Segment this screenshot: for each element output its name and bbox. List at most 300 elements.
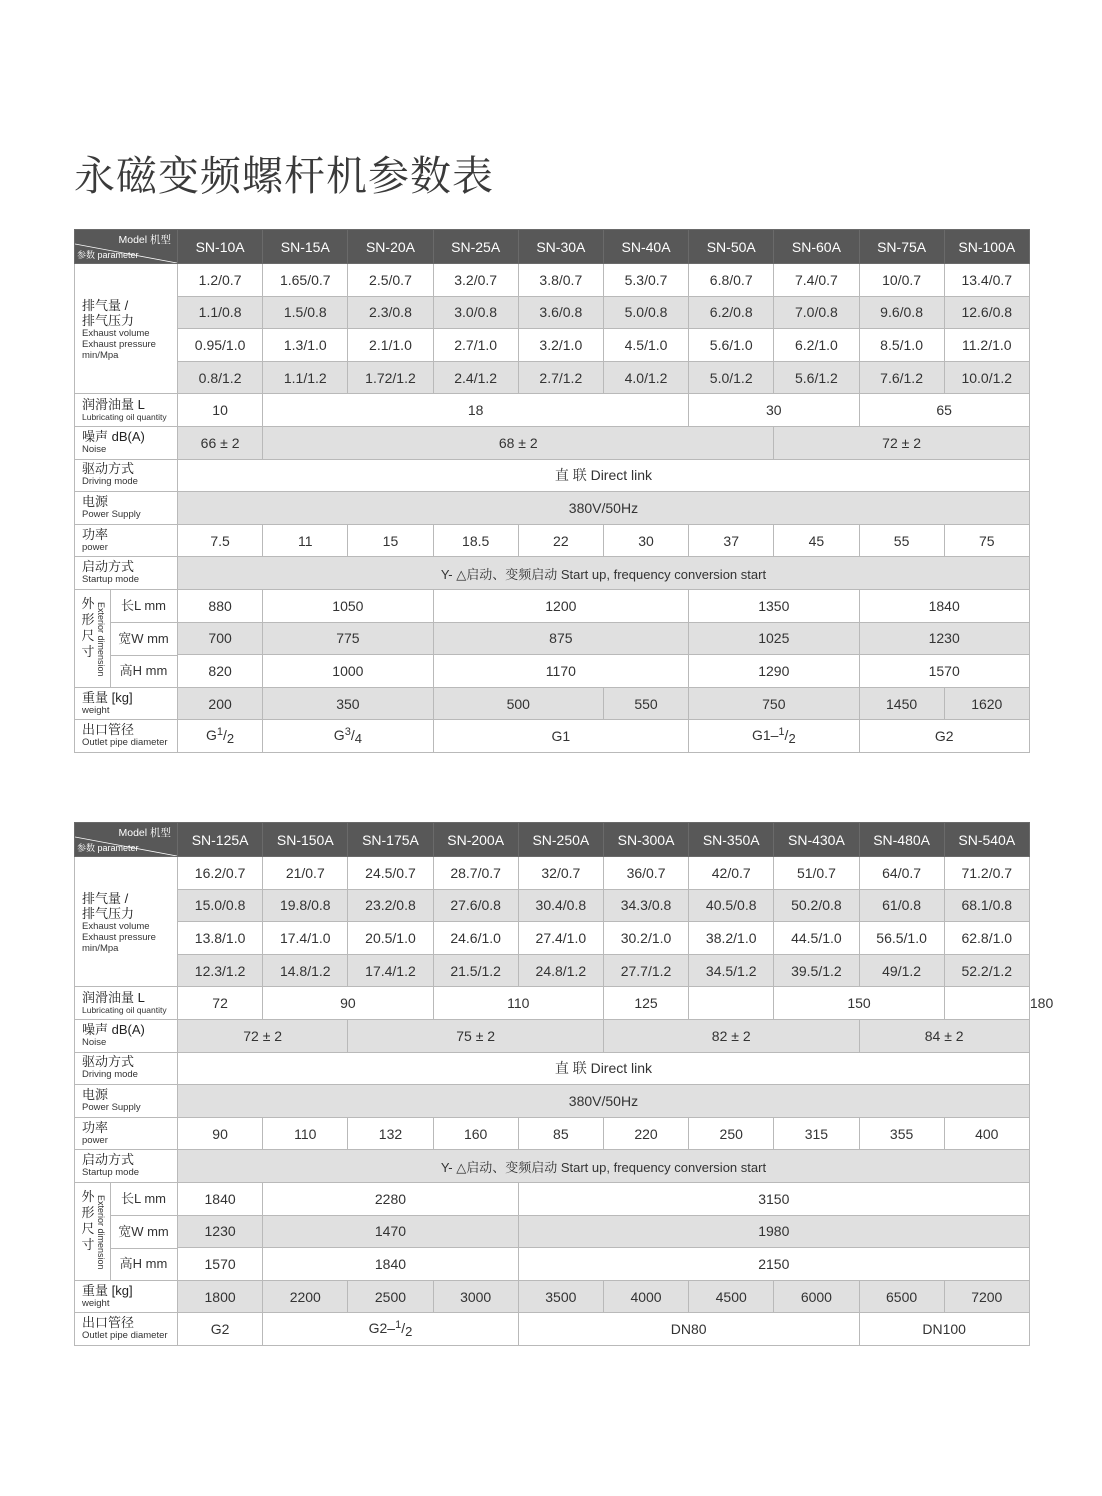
- outlet-cell: $G^3/4$: [263, 720, 433, 753]
- width-cell: 1025: [689, 622, 859, 655]
- exhaust-row: [75, 889, 1030, 922]
- exhaust-cell: 5.6/1.2: [774, 361, 859, 394]
- weight-cell: 750: [689, 687, 859, 720]
- exhaust-cell: 30.2/1.0: [603, 922, 688, 955]
- exhaust-cell: 49/1.2: [859, 954, 944, 987]
- outlet-frac-num: 3: [344, 726, 351, 739]
- exhaust-cell: 2.4/1.2: [433, 361, 518, 394]
- drive-row: [75, 459, 1030, 492]
- length-cell: 1840: [859, 589, 1029, 622]
- length-cell: 1350: [689, 589, 859, 622]
- oil-label: [75, 987, 178, 1020]
- exhaust-cell: 7.6/1.2: [859, 361, 944, 394]
- weight-cell: 6500: [859, 1280, 944, 1313]
- startup-label: [75, 557, 178, 590]
- spec-table-1: [74, 229, 1030, 753]
- width-cell: 1980: [518, 1215, 1029, 1248]
- startup-row: [75, 1150, 1030, 1183]
- exhaust-cell: 1.5/0.8: [263, 296, 348, 329]
- exhaust-cell: 34.5/1.2: [689, 954, 774, 987]
- power-cell: 315: [774, 1117, 859, 1150]
- exhaust-cell: 1.1/1.2: [263, 361, 348, 394]
- outlet-base: G2–: [368, 1320, 396, 1337]
- exhaust-cell: 0.95/1.0: [178, 329, 263, 362]
- dim-char: 寸: [81, 1236, 95, 1252]
- width-label: 宽W mm: [110, 622, 177, 656]
- outlet-label-zh: 出口管径: [82, 1315, 135, 1331]
- power-cell: 75: [944, 524, 1029, 557]
- weight-row: [75, 687, 1030, 720]
- exhaust-cell: 24.6/1.0: [433, 922, 518, 955]
- noise-row: [75, 1019, 1030, 1052]
- outlet-row: [75, 1313, 1030, 1346]
- outlet-label: [75, 1313, 178, 1346]
- width-row: [75, 1215, 1030, 1248]
- page-title: 永磁变频螺杆机参数表: [74, 152, 494, 200]
- power-cell: 18.5: [433, 524, 518, 557]
- exhaust-cell: 2.7/1.0: [433, 329, 518, 362]
- dimension-label-zh: [81, 1189, 95, 1253]
- weight-cell: 3000: [433, 1280, 518, 1313]
- exhaust-cell: 51/0.7: [774, 857, 859, 890]
- noise-label-zh: 噪声 dB(A): [82, 428, 145, 444]
- weight-cell: 550: [603, 687, 688, 720]
- width-cell: 1230: [178, 1215, 263, 1248]
- exhaust-cell: 56.5/1.0: [859, 922, 944, 955]
- power-cell: 7.5: [178, 524, 263, 557]
- model-name: SN-40A: [603, 230, 688, 264]
- oil-cell: 18: [263, 394, 689, 427]
- weight-label-en: weight: [82, 704, 110, 716]
- drive-label-en: Driving mode: [82, 1069, 138, 1081]
- length-label: 长L mm: [120, 1190, 167, 1206]
- outlet-label-zh: 出口管径: [82, 722, 135, 738]
- outlet-frac-num: 1: [395, 1319, 402, 1332]
- model-name: SN-60A: [774, 230, 859, 264]
- exhaust-cell: 0.8/1.2: [178, 361, 263, 394]
- exhaust-label-zh1: 排气量 /: [82, 891, 129, 907]
- corner-model-label: Model 机型: [118, 234, 171, 246]
- outlet-frac-den: 2: [788, 731, 796, 747]
- exhaust-cell: 3.2/0.7: [433, 264, 518, 297]
- width-label: 宽W mm: [110, 1215, 177, 1249]
- height-row: [75, 1248, 1030, 1281]
- model-name: SN-150A: [263, 823, 348, 857]
- power-label-zh: 功率: [82, 526, 109, 542]
- oil-cell: [944, 987, 1029, 1020]
- supply-label: [75, 1085, 178, 1118]
- startup-label-en: Startup mode: [82, 1167, 140, 1179]
- exhaust-cell: 5.0/0.8: [603, 296, 688, 329]
- exhaust-cell: 27.7/1.2: [603, 954, 688, 987]
- exhaust-cell: 27.6/0.8: [433, 889, 518, 922]
- exhaust-cell: 20.5/1.0: [348, 922, 433, 955]
- power-cell: 85: [518, 1117, 603, 1150]
- exhaust-cell: 13.8/1.0: [178, 922, 263, 955]
- power-cell: 45: [774, 524, 859, 557]
- exhaust-label-en3: min/Mpa: [82, 943, 119, 955]
- oil-cell: 72: [178, 987, 263, 1020]
- exhaust-row: [75, 922, 1030, 955]
- model-name: SN-200A: [433, 823, 518, 857]
- exhaust-label-zh2: 排气压力: [82, 906, 135, 922]
- length-cell: 1050: [263, 589, 433, 622]
- outlet-cell: DN80: [518, 1313, 859, 1346]
- noise-cell: 72 ± 2: [178, 1019, 348, 1052]
- noise-cell: 75 ± 2: [348, 1019, 604, 1052]
- header-row: [75, 823, 1030, 857]
- exhaust-cell: 15.0/0.8: [178, 889, 263, 922]
- noise-cell: 66 ± 2: [178, 426, 263, 459]
- exhaust-cell: 24.5/0.7: [348, 857, 433, 890]
- drive-label-zh: 驱动方式: [82, 1054, 135, 1070]
- outlet-cell: G1: [433, 720, 689, 753]
- weight-cell: 1620: [944, 687, 1029, 720]
- exhaust-cell: 10.0/1.2: [944, 361, 1029, 394]
- outlet-label-en: Outlet pipe diameter: [82, 1330, 168, 1342]
- height-cell: 1570: [859, 655, 1029, 688]
- exhaust-cell: 1.72/1.2: [348, 361, 433, 394]
- power-cell: 220: [603, 1117, 688, 1150]
- exhaust-cell: 21/0.7: [263, 857, 348, 890]
- oil-label-zh: 润滑油量 L: [82, 989, 145, 1005]
- supply-label-zh: 电源: [82, 494, 109, 510]
- model-name: SN-15A: [263, 230, 348, 264]
- weight-label-en: weight: [82, 1297, 110, 1309]
- height-cell: 1290: [689, 655, 859, 688]
- oil-cell: 150: [774, 987, 944, 1020]
- exhaust-cell: 4.5/1.0: [603, 329, 688, 362]
- weight-cell: 1450: [859, 687, 944, 720]
- outlet-frac-den: 2: [226, 731, 235, 747]
- weight-label: [75, 1280, 178, 1313]
- dimension-label-en: Exterior dimension: [96, 601, 106, 677]
- supply-row: [75, 492, 1030, 525]
- exhaust-cell: 12.6/0.8: [944, 296, 1029, 329]
- oil-cell: 30: [689, 394, 859, 427]
- outlet-cell: $G^1/2$: [178, 720, 263, 753]
- oil-label-en: Lubricating oil quantity: [82, 411, 167, 422]
- exhaust-cell: 21.5/1.2: [433, 954, 518, 987]
- outlet-frac-den: 4: [354, 731, 362, 747]
- supply-label-zh: 电源: [82, 1087, 109, 1103]
- model-name: SN-250A: [518, 823, 603, 857]
- model-name: SN-540A: [944, 823, 1029, 857]
- supply-row: [75, 1085, 1030, 1118]
- weight-cell: 4000: [603, 1280, 688, 1313]
- exhaust-cell: 3.6/0.8: [518, 296, 603, 329]
- model-name: SN-350A: [689, 823, 774, 857]
- exhaust-label-en2: Exhaust pressure: [82, 339, 156, 351]
- exhaust-cell: 9.6/0.8: [859, 296, 944, 329]
- exhaust-cell: 2.5/0.7: [348, 264, 433, 297]
- exhaust-row: [75, 361, 1030, 394]
- exhaust-cell: 1.1/0.8: [178, 296, 263, 329]
- length-cell: 3150: [518, 1182, 1029, 1215]
- model-name: SN-75A: [859, 230, 944, 264]
- model-name: SN-100A: [944, 230, 1029, 264]
- outlet-cell: DN100: [859, 1313, 1029, 1346]
- exhaust-cell: 5.0/1.2: [689, 361, 774, 394]
- length-cell: 1840: [178, 1182, 263, 1215]
- outlet-row: [75, 720, 1030, 753]
- power-cell: 22: [518, 524, 603, 557]
- exhaust-cell: 34.3/0.8: [603, 889, 688, 922]
- startup-cell: Y- △启动、变频启动 Start up, frequency conversion start: [178, 1150, 1030, 1183]
- model-name: SN-480A: [859, 823, 944, 857]
- exhaust-cell: 1.65/0.7: [263, 264, 348, 297]
- exhaust-cell: 44.5/1.0: [774, 922, 859, 955]
- length-cell: 1200: [433, 589, 689, 622]
- exhaust-cell: 23.2/0.8: [348, 889, 433, 922]
- oil-row: 润滑油量 L Lubricating oil quantity 72 90 110 125 150 180: [75, 987, 1030, 1020]
- exhaust-label: [75, 857, 178, 987]
- exhaust-label-zh2: 排气压力: [82, 313, 135, 329]
- outlet-cell: G1–$^1$/2: [689, 720, 859, 753]
- height-cell: 1000: [263, 655, 433, 688]
- oil-cell: 110: [433, 987, 603, 1020]
- outlet-frac-num: 1: [216, 726, 224, 739]
- exhaust-label-en1: Exhaust volume: [82, 328, 150, 340]
- exhaust-cell: 24.8/1.2: [518, 954, 603, 987]
- exhaust-cell: 6.2/0.8: [689, 296, 774, 329]
- power-label-zh: 功率: [82, 1119, 109, 1135]
- startup-cell: Y- △启动、变频启动 Start up, frequency conversion start: [178, 557, 1030, 590]
- power-row: [75, 524, 1030, 557]
- noise-label-zh: 噪声 dB(A): [82, 1021, 145, 1037]
- model-name: SN-25A: [433, 230, 518, 264]
- power-cell: 132: [348, 1117, 433, 1150]
- power-cell: 15: [348, 524, 433, 557]
- exhaust-label-en2: Exhaust pressure: [82, 932, 156, 944]
- height-cell: 1570: [178, 1248, 263, 1281]
- corner-param-label: 参数 parameter: [77, 843, 139, 853]
- noise-cell: 82 ± 2: [603, 1019, 859, 1052]
- exhaust-cell: 17.4/1.2: [348, 954, 433, 987]
- oil-cell: 65: [859, 394, 1029, 427]
- exhaust-row: [75, 857, 1030, 890]
- exhaust-cell: 3.2/1.0: [518, 329, 603, 362]
- height-cell: 820: [178, 655, 263, 688]
- oil-row: [75, 394, 1030, 427]
- exhaust-label-zh1: 排气量 /: [82, 298, 129, 314]
- oil-cell: 90: [263, 987, 433, 1020]
- weight-cell: 2200: [263, 1280, 348, 1313]
- oil-label-zh: 润滑油量 L: [82, 396, 145, 412]
- weight-cell: 4500: [689, 1280, 774, 1313]
- noise-label-en: Noise: [82, 1036, 107, 1048]
- drive-label-en: Driving mode: [82, 476, 138, 488]
- exhaust-cell: 68.1/0.8: [944, 889, 1029, 922]
- model-name: SN-30A: [518, 230, 603, 264]
- weight-cell: 7200: [944, 1280, 1029, 1313]
- model-name: SN-430A: [774, 823, 859, 857]
- exhaust-cell: 3.0/0.8: [433, 296, 518, 329]
- exhaust-cell: 13.4/0.7: [944, 264, 1029, 297]
- exhaust-cell: 61/0.8: [859, 889, 944, 922]
- weight-cell: 1800: [178, 1280, 263, 1313]
- drive-row: [75, 1052, 1030, 1085]
- drive-cell: 直 联 Direct link: [178, 1052, 1030, 1085]
- exhaust-cell: 2.3/0.8: [348, 296, 433, 329]
- exhaust-cell: 2.7/1.2: [518, 361, 603, 394]
- noise-label-en: Noise: [82, 443, 107, 455]
- noise-label: [75, 1019, 178, 1052]
- exhaust-cell: 1.3/1.0: [263, 329, 348, 362]
- power-cell: 250: [689, 1117, 774, 1150]
- exhaust-label: [75, 264, 178, 394]
- startup-row: [75, 557, 1030, 590]
- weight-label-zh: 重量 [kg]: [82, 689, 133, 705]
- supply-label-en: Power Supply: [82, 508, 141, 520]
- exhaust-cell: 5.6/1.0: [689, 329, 774, 362]
- noise-cell: 72 ± 2: [774, 426, 1030, 459]
- weight-cell: 200: [178, 687, 263, 720]
- power-cell: 55: [859, 524, 944, 557]
- supply-label: [75, 492, 178, 525]
- power-label-en: power: [82, 541, 108, 553]
- exhaust-cell: 38.2/1.0: [689, 922, 774, 955]
- weight-label-zh: 重量 [kg]: [82, 1282, 133, 1298]
- model-name: SN-50A: [689, 230, 774, 264]
- exhaust-cell: 7.0/0.8: [774, 296, 859, 329]
- corner-param-label: 参数 parameter: [77, 250, 139, 260]
- power-cell: 355: [859, 1117, 944, 1150]
- model-name: SN-20A: [348, 230, 433, 264]
- exhaust-cell: 50.2/0.8: [774, 889, 859, 922]
- dim-char: 尺: [81, 627, 95, 643]
- oil-label-en: Lubricating oil quantity: [82, 1004, 167, 1015]
- exhaust-cell: 5.3/0.7: [603, 264, 688, 297]
- spec-table-2: [74, 822, 1054, 1346]
- exhaust-cell: 28.7/0.7: [433, 857, 518, 890]
- dim-char: 寸: [81, 643, 95, 659]
- power-cell: 37: [689, 524, 774, 557]
- outlet-frac-num: 1: [778, 726, 785, 739]
- exhaust-cell: 4.0/1.2: [603, 361, 688, 394]
- exhaust-cell: 62.8/1.0: [944, 922, 1029, 955]
- drive-label: [75, 459, 178, 492]
- oil-cell: 10: [178, 394, 263, 427]
- outlet-cell: G2: [859, 720, 1029, 753]
- length-cell: 880: [178, 589, 263, 622]
- exhaust-cell: 17.4/1.0: [263, 922, 348, 955]
- weight-row: [75, 1280, 1030, 1313]
- width-cell: 875: [433, 622, 689, 655]
- width-cell: 700: [178, 622, 263, 655]
- outlet-label: [75, 720, 178, 753]
- model-name: SN-125A: [178, 823, 263, 857]
- outlet-cell: G2: [178, 1313, 263, 1346]
- power-cell: 90: [178, 1117, 263, 1150]
- length-cell: 2280: [263, 1182, 519, 1215]
- dim-char: 外: [81, 595, 95, 611]
- height-row: [75, 655, 1030, 688]
- noise-row: [75, 426, 1030, 459]
- startup-label: [75, 1150, 178, 1183]
- corner-cell: [75, 230, 178, 264]
- height-label: 高H mm: [119, 1255, 168, 1271]
- dimension-label: [75, 589, 178, 687]
- drive-cell: 直 联 Direct link: [178, 459, 1030, 492]
- exhaust-cell: 16.2/0.7: [178, 857, 263, 890]
- weight-label: [75, 687, 178, 720]
- exhaust-row: [75, 954, 1030, 987]
- length-label: 长L mm: [120, 597, 167, 613]
- dimension-label-zh: [81, 596, 95, 660]
- dim-char: 形: [81, 611, 95, 627]
- header-row: [75, 230, 1030, 264]
- exhaust-cell: 52.2/1.2: [944, 954, 1029, 987]
- height-cell: 2150: [518, 1248, 1029, 1281]
- power-cell: 30: [603, 524, 688, 557]
- exhaust-label-en3: min/Mpa: [82, 350, 119, 362]
- weight-cell: 6000: [774, 1280, 859, 1313]
- exhaust-cell: 8.5/1.0: [859, 329, 944, 362]
- width-cell: 1470: [263, 1215, 519, 1248]
- dimension-label: [75, 1182, 178, 1280]
- model-name: SN-10A: [178, 230, 263, 264]
- outlet-base: G: [206, 727, 217, 744]
- weight-cell: 500: [433, 687, 603, 720]
- exhaust-cell: 10/0.7: [859, 264, 944, 297]
- outlet-base: G1–: [751, 727, 779, 744]
- model-name: SN-300A: [603, 823, 688, 857]
- exhaust-cell: 6.8/0.7: [689, 264, 774, 297]
- power-cell: 400: [944, 1117, 1029, 1150]
- length-row: [75, 1182, 1030, 1215]
- exhaust-row: [75, 264, 1030, 297]
- dim-char: 尺: [81, 1220, 95, 1236]
- exhaust-cell: 19.8/0.8: [263, 889, 348, 922]
- power-cell: 160: [433, 1117, 518, 1150]
- height-cell: 1840: [263, 1248, 519, 1281]
- exhaust-cell: 1.2/0.7: [178, 264, 263, 297]
- exhaust-cell: 30.4/0.8: [518, 889, 603, 922]
- exhaust-row: [75, 296, 1030, 329]
- power-label: [75, 1117, 178, 1150]
- power-cell: 11: [263, 524, 348, 557]
- exhaust-cell: 39.5/1.2: [774, 954, 859, 987]
- corner-cell: [75, 823, 178, 857]
- power-cell: 110: [263, 1117, 348, 1150]
- startup-label-en: Startup mode: [82, 574, 140, 586]
- supply-cell: 380V/50Hz: [178, 1085, 1030, 1118]
- height-label: 高H mm: [119, 662, 168, 678]
- length-row: [75, 589, 1030, 622]
- startup-label-zh: 启动方式: [82, 1152, 135, 1168]
- exhaust-cell: 32/0.7: [518, 857, 603, 890]
- noise-cell: 84 ± 2: [859, 1019, 1029, 1052]
- exhaust-cell: 3.8/0.7: [518, 264, 603, 297]
- outlet-frac-den: 2: [405, 1324, 413, 1340]
- weight-cell: 350: [263, 687, 433, 720]
- noise-cell: 68 ± 2: [263, 426, 774, 459]
- dim-char: 形: [81, 1204, 95, 1220]
- exhaust-cell: 12.3/1.2: [178, 954, 263, 987]
- exhaust-cell: 6.2/1.0: [774, 329, 859, 362]
- exhaust-cell: 7.4/0.7: [774, 264, 859, 297]
- oil-cell: [689, 987, 774, 1020]
- width-cell: 1230: [859, 622, 1029, 655]
- exhaust-label-en1: Exhaust volume: [82, 921, 150, 933]
- supply-label-en: Power Supply: [82, 1101, 141, 1113]
- drive-label-zh: 驱动方式: [82, 461, 135, 477]
- exhaust-cell: 71.2/0.7: [944, 857, 1029, 890]
- exhaust-cell: 42/0.7: [689, 857, 774, 890]
- oil-cell: 125: [603, 987, 688, 1020]
- weight-cell: 3500: [518, 1280, 603, 1313]
